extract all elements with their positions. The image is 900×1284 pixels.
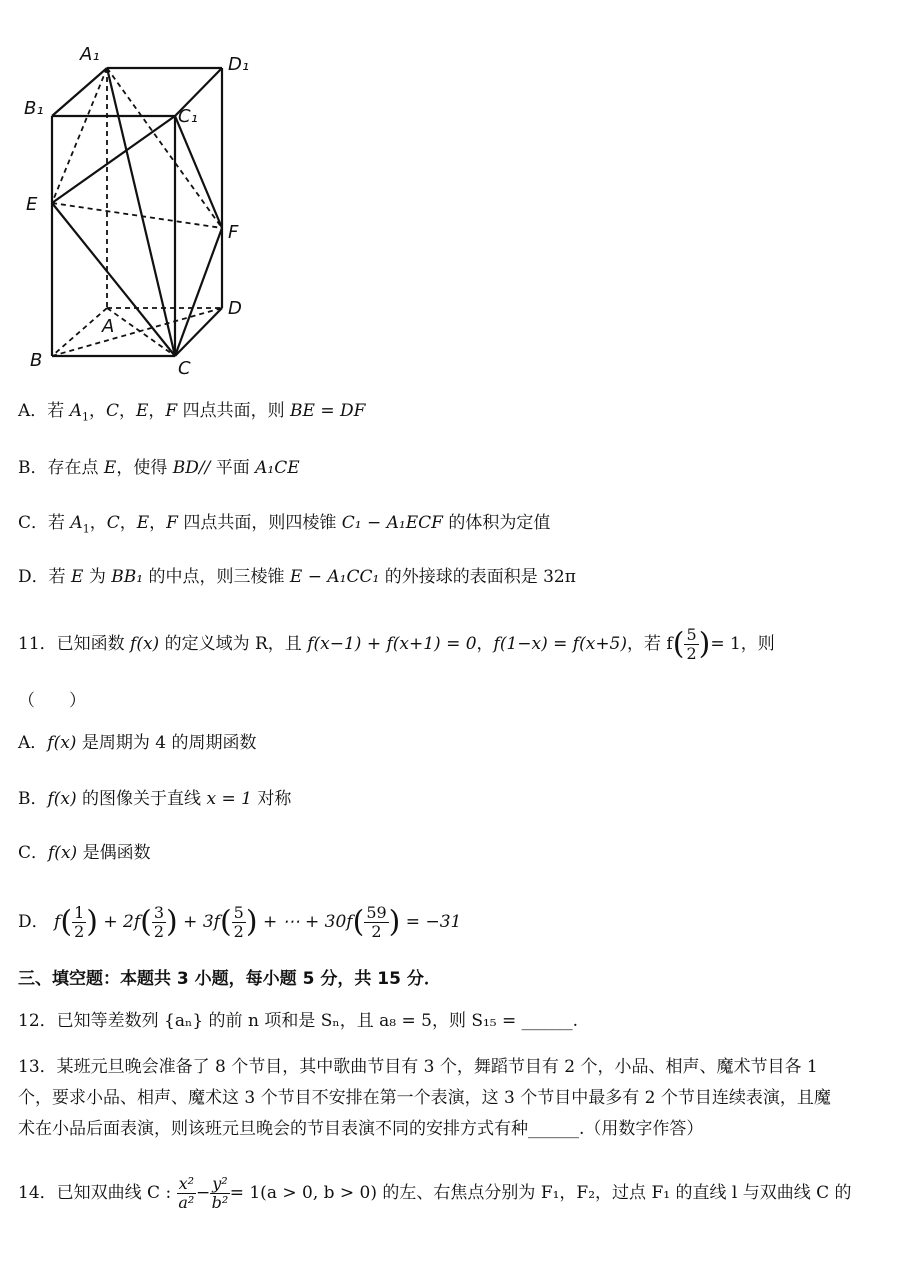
q11-d-frac3	[232, 904, 246, 941]
q11-d-den4: 2	[371, 922, 382, 941]
q11-a-fx: f(x)	[47, 733, 77, 753]
q10-c-pyramid: C₁ − A₁ECF	[341, 513, 443, 533]
label-a: A	[102, 316, 115, 337]
q10-a-sep3: ，	[148, 401, 166, 421]
q11-sep: ，	[476, 634, 494, 654]
q11-d-term3: + 3f	[183, 912, 220, 932]
q11-option-a	[18, 730, 256, 756]
q11-option-b	[18, 786, 291, 812]
q11-d-frac4	[364, 904, 388, 941]
q10-b-prefix: B．存在点	[18, 458, 104, 478]
q10-a-point-a1: A	[69, 401, 82, 421]
q14-frac-x	[177, 1175, 196, 1212]
q14-num1: x²	[178, 1174, 195, 1193]
q14-pre: 14．已知双曲线 C :	[18, 1183, 177, 1203]
q10-a-sep2: ，	[118, 401, 136, 421]
q11-frac-den: 2	[686, 644, 697, 663]
q11-condition-2: f(1−x) = f(x+5)	[493, 634, 628, 654]
q10-a-sub: 1	[81, 410, 89, 424]
dash-bd	[52, 308, 222, 356]
q10-d-point: E	[71, 567, 84, 587]
q10-c-sep1: ，	[89, 513, 107, 533]
q11-c-fx: f(x)	[48, 843, 78, 863]
q11-d-term1: f	[54, 912, 61, 932]
q11-frac-num: 5	[686, 625, 697, 644]
q11-d-den1: 2	[74, 922, 85, 941]
q10-d-mid: 为	[83, 567, 112, 587]
q10-d-pyramid: E − A₁CC₁	[289, 567, 380, 587]
q11-b-line: x = 1	[206, 789, 252, 809]
q10-c-suffix: 的体积为定值	[442, 513, 551, 533]
q13-line-3: 术在小品后面表演，则该班元旦晚会的节目表演不同的安排方式有种______.（用数字作答）	[18, 1119, 704, 1139]
prism-figure	[20, 38, 270, 383]
q10-a-point-e: E	[135, 401, 149, 421]
q11-d-term2: + 2f	[103, 912, 141, 932]
q11-d-num2: 3	[153, 903, 165, 922]
section-3-title: 三、填空题：本题共 3 小题，每小题 5 分，共 15 分．	[18, 969, 441, 989]
q11-d-label: D．	[18, 912, 49, 932]
q13-line-2: 个，要求小品、相声、魔术这 3 个节目不安排在第一个表演，这 3 个节目中最多有 2 个节目连续表演，且魔	[18, 1088, 831, 1108]
q10-a-prefix: A．若	[18, 401, 70, 421]
q11-c-label: C．	[18, 843, 49, 863]
q10-a-point-f: F	[165, 401, 178, 421]
q11-condition-1: f(x−1) + f(x+1) = 0	[307, 634, 477, 654]
q11-b-fx: f(x)	[47, 789, 77, 809]
q11-a-body: 是周期为 4 的周期函数	[76, 733, 257, 753]
q11-d-num1: 1	[74, 903, 85, 922]
q10-a-mid: 四点共面，则	[177, 401, 291, 421]
q11-d-frac2	[152, 904, 166, 941]
q14-text	[18, 1175, 852, 1212]
dash-ef	[52, 203, 222, 228]
prism-diagram	[20, 38, 270, 383]
q10-c-point-a1: A	[70, 513, 83, 533]
q11-a-label: A．	[18, 733, 48, 753]
q10-d-mid2: 的中点，则三棱锥	[143, 567, 290, 587]
q11-b-body: 的图像关于直线	[76, 789, 207, 809]
q10-option-a	[18, 398, 365, 430]
q10-b-plane: 平面	[215, 458, 256, 478]
q14-den2: b²	[211, 1193, 229, 1212]
q10-b-target: A₁CE	[255, 458, 300, 478]
q10-b-relation: BD//	[172, 458, 216, 478]
q11-b-end: 对称	[251, 789, 292, 809]
q10-a-equation: BE = DF	[290, 401, 366, 421]
q10-option-b	[18, 455, 300, 481]
q10-b-point: E	[103, 458, 117, 478]
dash-a1f	[107, 68, 222, 228]
q11-option-d: D． f( $\frac{1}{2}$ ) + 2f( $\frac{3}{2}$ ) + 3f( $\frac{5}{2}$ ) + ⋯ + 30f( $\frac{59}{2}$ ) = −31	[18, 903, 462, 941]
label-c1: C₁	[178, 106, 198, 127]
q10-option-d	[18, 564, 576, 590]
label-e: E	[26, 194, 38, 215]
q10-d-segment: BB₁	[111, 567, 144, 587]
edge-a1b1	[52, 68, 107, 116]
q13-line-1: 13．某班元旦晚会准备了 8 个节目，其中歌曲节目有 3 个，舞蹈节目有 2 个，小品、相声、魔术节目各 1	[18, 1057, 818, 1077]
label-b1: B₁	[24, 98, 44, 119]
q14-post: = 1(a > 0, b > 0) 的左、右焦点分别为 F₁，F₂，过点 F₁ 的直线 l 与双曲线 C 的	[229, 1183, 852, 1203]
q11-stem-end: = 1，则	[710, 634, 775, 654]
q11-d-frac1	[72, 904, 86, 941]
q11-stem: 11．已知函数 f(x) 的定义域为 R，且 f(x−1) + f(x+1) = 0，f(1−x) = f(x+5)，若 f( $\frac{5}{2}$ )= 1，则	[18, 625, 775, 663]
label-d1: D₁	[228, 54, 250, 75]
q10-c-mid: 四点共面，则四棱锥	[177, 513, 342, 533]
q14-minus: −	[196, 1183, 211, 1203]
edge-ec1	[52, 116, 175, 203]
q14-num2: y²	[212, 1174, 228, 1193]
label-b: B	[30, 350, 43, 371]
q10-b-mid: ，使得	[116, 458, 173, 478]
q11-stem-pre: 11．已知函数	[18, 634, 131, 654]
q11-fraction	[684, 626, 698, 663]
q10-c-point-c: C	[106, 513, 120, 533]
q11-stem-mid: 的定义域为 R，且	[159, 634, 308, 654]
q11-stem-mid2: ，若 f	[627, 634, 673, 654]
label-c: C	[178, 358, 191, 379]
q11-blank: （ ）	[18, 691, 86, 711]
q11-d-num4: 59	[366, 903, 387, 922]
q11-c-body: 是偶函数	[77, 843, 151, 863]
q10-c-sep2: ，	[119, 513, 137, 533]
q10-d-prefix: D．若	[18, 567, 72, 587]
q10-d-suffix: 的外接球的表面积是 32π	[379, 567, 576, 587]
q10-option-c	[18, 510, 550, 542]
label-d: D	[228, 298, 242, 319]
q11-b-label: B．	[18, 789, 48, 809]
edge-fc	[175, 228, 222, 356]
q10-c-sub: 1	[82, 522, 90, 536]
q12-text: 12．已知等差数列 {aₙ} 的前 n 项和是 Sₙ，且 a₈ = 5，则 S₁₅ = ______.	[18, 1011, 579, 1031]
q10-c-prefix: C．若	[18, 513, 71, 533]
q11-fx: f(x)	[130, 634, 160, 654]
q13-paragraph	[18, 1052, 880, 1145]
q11-d-term4: + ⋯ + 30f	[262, 912, 353, 932]
q10-c-point-e: E	[136, 513, 150, 533]
label-a1: A₁	[80, 44, 100, 65]
q14-frac-y	[210, 1175, 229, 1212]
label-f: F	[228, 222, 239, 243]
q11-d-result: = −31	[405, 912, 462, 932]
edge-cd	[175, 308, 222, 356]
q10-c-point-f: F	[166, 513, 178, 533]
q11-d-num3: 5	[233, 903, 244, 922]
q10-a-point-c: C	[105, 401, 119, 421]
q10-a-sep1: ，	[88, 401, 106, 421]
q11-d-den3: 2	[233, 922, 244, 941]
q11-d-den2: 2	[153, 922, 165, 941]
q10-c-sep3: ，	[149, 513, 167, 533]
q11-option-c	[18, 840, 151, 866]
q14-den1: a²	[178, 1193, 195, 1212]
